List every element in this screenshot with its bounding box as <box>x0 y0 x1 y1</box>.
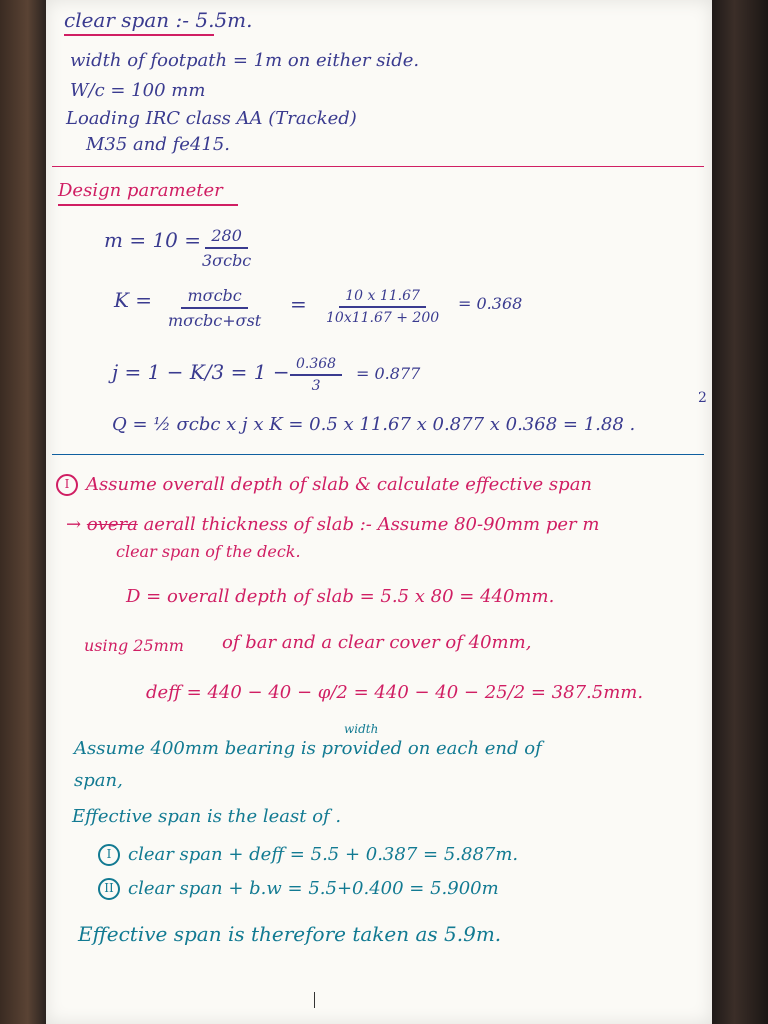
k-fraction-symbolic <box>168 286 261 330</box>
j-equation-lhs: j = 1 − K/3 = 1 − <box>112 360 290 384</box>
j-fraction <box>290 356 342 394</box>
clear-span-line: clear span :- 5.5m. <box>64 8 253 32</box>
background-right-edge <box>712 0 768 1024</box>
m-equation-lhs: m = 10 = <box>104 228 202 252</box>
m-denominator: 3σcbc <box>202 251 252 270</box>
q-equation: Q = ½ σcbc x j x K = 0.5 x 11.67 x 0.877 x 0.368 = 1.88 . <box>112 414 636 435</box>
option2-text: clear span + b.w = 5.5+0.400 = 5.900m <box>128 878 499 899</box>
notebook-page <box>46 0 712 1024</box>
k-equals: = <box>290 292 307 316</box>
thickness-assumption: aerall thickness of slab :- Assume 80-90mm per m <box>143 514 600 535</box>
k-numerator: mσcbc <box>181 286 247 309</box>
wc-line: W/c = 100 mm <box>70 80 206 101</box>
option2-line <box>98 878 499 900</box>
k-numeric-numerator: 10 x 11.67 <box>339 288 426 308</box>
struck-word: overa <box>86 514 138 535</box>
k-fraction-numeric <box>326 288 439 326</box>
footpath-line: width of footpath = 1m on either side. <box>70 50 420 71</box>
design-parameter-underline <box>58 204 238 206</box>
k-result: = 0.368 <box>458 294 523 313</box>
using-bar-line-a: using 25mm <box>84 636 184 655</box>
least-of-line: Effective span is the least of . <box>72 806 342 827</box>
arrow-line <box>66 514 599 535</box>
m-numerator: 280 <box>205 226 248 249</box>
overall-depth-line: D = overall depth of slab = 5.5 x 80 = 440mm. <box>126 586 555 607</box>
option2-number-circle: II <box>98 878 120 900</box>
loading-line: Loading IRC class AA (Tracked) <box>66 108 357 129</box>
deff-line: deff = 440 − 40 − φ/2 = 440 − 40 − 25/2 = 387.5mm. <box>146 682 644 703</box>
margin-mark: 2 <box>698 390 707 406</box>
clear-span-underline <box>64 34 214 36</box>
step1-heading-line <box>56 474 592 496</box>
conclusion-line: Effective span is therefore taken as 5.9m. <box>78 922 502 946</box>
caret-insert-word: width <box>344 722 379 736</box>
materials-line: M35 and fe415. <box>86 134 231 155</box>
j-numerator: 0.368 <box>290 356 342 376</box>
assume-bearing-cont: span, <box>74 770 123 791</box>
assume-bearing-line: Assume 400mm bearing is provided on each end of <box>74 738 542 759</box>
using-bar-line-b: of bar and a clear cover of 40mm, <box>222 632 532 653</box>
arrow-icon: → <box>66 514 82 535</box>
option1-text: clear span + deff = 5.5 + 0.387 = 5.887m. <box>128 844 519 865</box>
section-divider-2 <box>52 454 704 455</box>
section-divider-1 <box>52 166 704 167</box>
step1-heading: Assume overall depth of slab & calculate effective span <box>86 474 593 495</box>
j-result: = 0.877 <box>356 364 421 383</box>
thickness-assumption-cont: clear span of the deck. <box>116 542 301 561</box>
k-equation-lhs: K = <box>114 288 153 312</box>
j-denominator: 3 <box>311 378 321 394</box>
option1-number-circle: I <box>98 844 120 866</box>
pen-mark <box>314 992 315 1008</box>
k-numeric-denominator: 10x11.67 + 200 <box>326 310 440 326</box>
m-fraction <box>202 226 251 270</box>
option1-line <box>98 844 518 866</box>
background-left-edge <box>0 0 46 1024</box>
k-denominator: mσcbc+σst <box>168 311 262 330</box>
design-parameter-heading: Design parameter <box>58 180 223 201</box>
step1-number-circle: I <box>56 474 78 496</box>
